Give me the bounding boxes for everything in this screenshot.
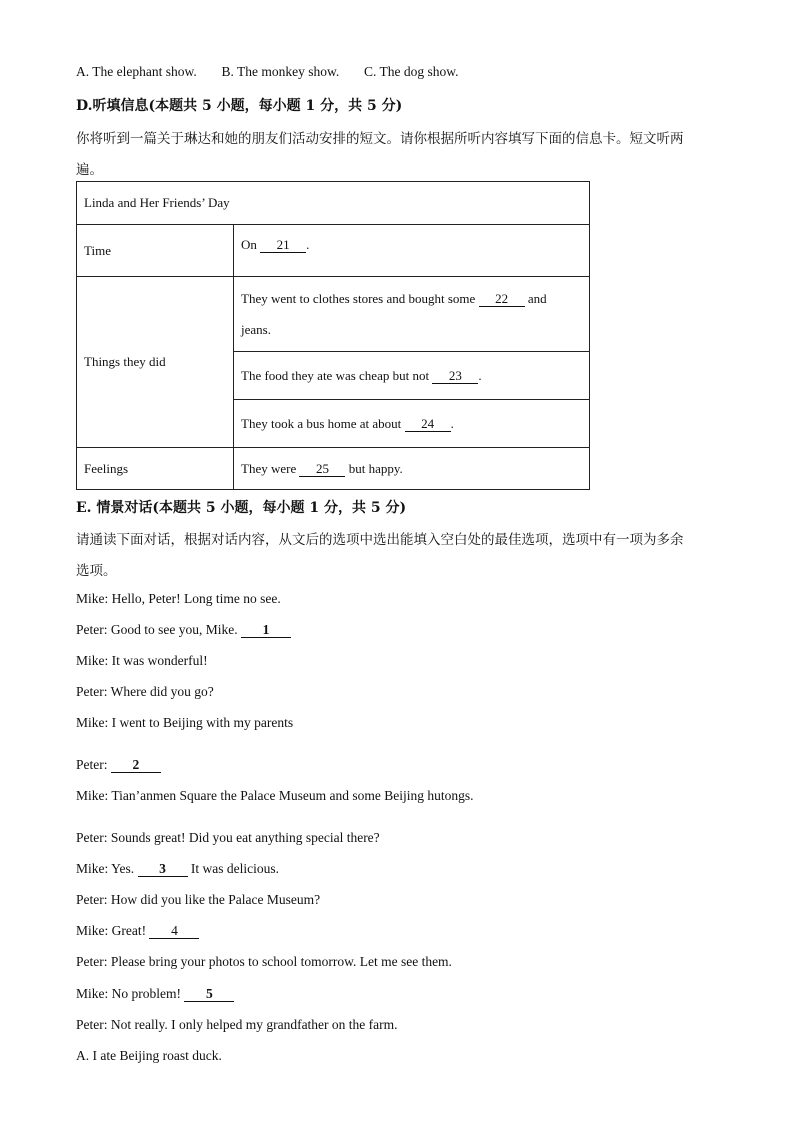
- things-row1-prefix: They went to clothes stores and bought some: [241, 291, 476, 306]
- dialogue-line-10: [76, 892, 320, 908]
- option-c: C. The dog show.: [363, 64, 459, 79]
- things-row2-prefix: The food they ate was cheap but not: [241, 367, 430, 383]
- things-row-1: [234, 277, 590, 352]
- dialogue-text: I went to Beijing with my parents: [111, 715, 294, 730]
- dialogue-text: Yes.: [111, 861, 135, 876]
- dialogue-line-3: [76, 653, 208, 669]
- section-d-instruction-2: 遍。: [76, 162, 103, 178]
- dialogue-line-4: [76, 684, 214, 700]
- section-d-instruction-1: 你将听到一篇关于琳达和她的朋友们活动安排的短文。请你根据所听内容填写下面的信息卡。短文听两: [76, 131, 684, 147]
- dialogue-text: Where did you go?: [110, 684, 214, 699]
- dialogue-text: Tian’anmen Square the Palace Museum and some Beijing hutongs.: [111, 788, 474, 803]
- things-row-3: They took a bus home at about 24 .: [234, 400, 590, 448]
- speaker: Peter:: [76, 830, 108, 845]
- feelings-label: Feelings: [77, 448, 234, 490]
- section-e-instruction-2: 选项。: [76, 563, 117, 579]
- section-e-heading: E. 情景对话(本题共 5 小题，每小题 1 分，共 5 分): [76, 500, 407, 516]
- things-row-2: The food they ate was cheap but not 23 .: [234, 352, 590, 400]
- dialogue-text: No problem!: [111, 986, 181, 1001]
- dialogue-text: It was wonderful!: [111, 653, 208, 668]
- feelings-suffix: but happy.: [348, 460, 403, 476]
- section-d-heading: D.听填信息(本题共 5 小题，每小题 1 分，共 5 分): [76, 98, 403, 114]
- speaker: Mike:: [76, 861, 109, 876]
- things-row3-prefix: They took a bus home at about: [241, 415, 402, 431]
- things-label: Things they did: [77, 277, 234, 448]
- speaker: Peter:: [76, 892, 108, 907]
- dialogue-line-13: [76, 986, 234, 1002]
- time-cell: On 21 .: [234, 225, 590, 277]
- speaker: Mike:: [76, 986, 109, 1001]
- speaker: Mike:: [76, 715, 109, 730]
- speaker: Peter:: [76, 954, 108, 969]
- things-row1-suffix: and: [527, 291, 547, 306]
- dialogue-line-7: [76, 788, 473, 804]
- dialogue-line-8: [76, 830, 380, 846]
- speaker: Mike:: [76, 788, 109, 803]
- dialogue-line-11: [76, 923, 199, 939]
- dialogue-text: How did you like the Palace Museum?: [110, 892, 321, 907]
- dialogue-text: Sounds great! Did you eat anything special there?: [110, 830, 380, 845]
- time-label: Time: [77, 225, 234, 277]
- e-option-a: A. I ate Beijing roast duck.: [76, 1048, 222, 1063]
- table-title: Linda and Her Friends’ Day: [77, 182, 590, 225]
- blank-4[interactable]: 4: [149, 924, 199, 939]
- blank-22[interactable]: 22: [479, 292, 525, 307]
- feelings-prefix: They were: [241, 460, 297, 476]
- dialogue-after: It was delicious.: [190, 861, 280, 876]
- speaker: Peter:: [76, 684, 108, 699]
- time-prefix: On: [241, 237, 257, 252]
- dialogue-text: Great!: [111, 923, 147, 938]
- dialogue-text: Good to see you, Mike.: [110, 622, 238, 637]
- option-b: B. The monkey show.: [221, 64, 340, 79]
- dialogue-text: Not really. I only helped my grandfather on the farm.: [110, 1017, 398, 1032]
- speaker: Peter:: [76, 1017, 108, 1032]
- dialogue-line-1: [76, 591, 281, 607]
- dialogue-line-2: [76, 622, 291, 638]
- dialogue-line-9: [76, 861, 279, 877]
- dialogue-line-5: [76, 715, 293, 731]
- speaker: Mike:: [76, 591, 109, 606]
- c-options-line: [76, 64, 458, 80]
- blank-23[interactable]: 23: [432, 369, 478, 384]
- blank-1[interactable]: 1: [241, 623, 291, 638]
- section-e-instruction-1: 请通读下面对话，根据对话内容，从文后的选项中选出能填入空白处的最佳选项，选项中有一项为多余: [76, 532, 684, 548]
- option-a: A. The elephant show.: [76, 64, 197, 79]
- feelings-cell: [234, 448, 590, 490]
- blank-2[interactable]: 2: [111, 758, 161, 773]
- speaker: Peter:: [76, 757, 108, 772]
- blank-25[interactable]: 25: [299, 462, 345, 477]
- dialogue-line-6: [76, 757, 161, 773]
- things-row1-cont: jeans.: [241, 322, 271, 337]
- dialogue-line-12: [76, 954, 452, 970]
- dialogue-text: Please bring your photos to school tomorrow. Let me see them.: [110, 954, 452, 969]
- dialogue-text: Hello, Peter! Long time no see.: [111, 591, 281, 606]
- speaker: Peter:: [76, 622, 108, 637]
- blank-21[interactable]: 21: [260, 238, 306, 253]
- dialogue-line-14: [76, 1017, 398, 1033]
- blank-24[interactable]: 24: [405, 417, 451, 432]
- speaker: Mike:: [76, 653, 109, 668]
- info-card-table: [76, 181, 590, 490]
- blank-5[interactable]: 5: [184, 987, 234, 1002]
- blank-3[interactable]: 3: [138, 862, 188, 877]
- speaker: Mike:: [76, 923, 109, 938]
